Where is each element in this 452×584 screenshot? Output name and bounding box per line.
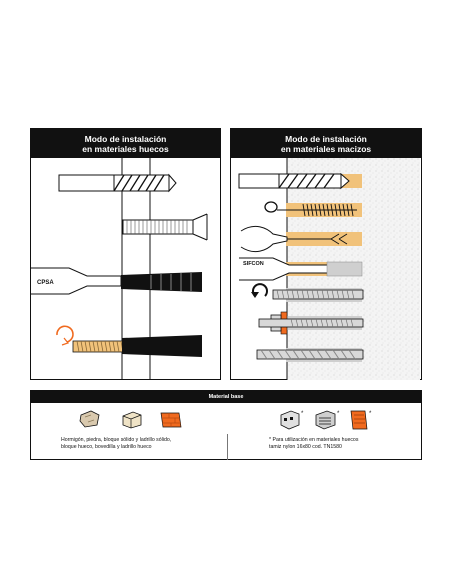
resin-cone-3 (121, 272, 202, 292)
svg-text:*: * (301, 411, 304, 417)
solid-block-icon (123, 412, 141, 428)
sifcon-label: SIFCON (243, 261, 264, 267)
hollow-step-drill (59, 175, 176, 191)
hollow-installation-panel (30, 128, 221, 380)
drill-shank-solid (239, 174, 279, 188)
orange-brick-icon (161, 413, 181, 427)
solid-panel-title-line2: en materiales macizos (280, 144, 372, 154)
material-base-right-line1 (269, 437, 419, 444)
hollow-installation-diagram (31, 158, 219, 380)
resin-cone-4 (122, 335, 202, 357)
drill-tip (169, 175, 176, 191)
svg-text:*: * (369, 411, 372, 417)
material-base-left-line2: bloque hueco, bovedilla y ladrillo hueco (61, 444, 152, 450)
material-base-divider (227, 434, 228, 460)
material-base-left-line1: Hormigón, piedra, bloque sólido y ladrillo sólido, (61, 437, 172, 443)
hollow-panel-header (31, 129, 220, 158)
hollow-panel-title-line2: en materiales huecos (82, 144, 169, 154)
solid-step-rebar (257, 348, 363, 362)
hollow-step-mesh-sleeve (123, 214, 207, 240)
material-icons (31, 405, 421, 435)
cpsa-label: CPSA (37, 280, 54, 286)
material-base-right-line2: tamiz nylon 16x80 cod. TN1580 (269, 444, 342, 450)
hollow-orange-brick-icon (351, 411, 372, 429)
material-base-box (30, 390, 422, 460)
hollow-block-icon-1 (281, 411, 304, 429)
hollow-block-icon-2 (316, 411, 340, 429)
brush-handle-loop (265, 202, 277, 212)
hollow-step-threaded-rod (57, 326, 202, 357)
hollow-step-injection (31, 268, 202, 294)
solid-panel-title-line1: Modo de instalación (285, 134, 367, 144)
note-asterisk: * (269, 437, 272, 443)
solid-step-brush (265, 202, 362, 217)
material-base-right-text (269, 437, 419, 451)
material-base-left-text (61, 437, 221, 451)
injected-resin (327, 262, 362, 276)
material-base-right-line1-text: Para utilización en materiales huecos (272, 437, 359, 443)
solid-installation-diagram (231, 158, 420, 380)
solid-step-drill (239, 174, 362, 188)
material-base-title: Material base (31, 391, 421, 403)
stone-icon (80, 411, 99, 427)
drill-bit-body-solid (279, 174, 341, 188)
mesh-sleeve (123, 220, 193, 234)
hollow-panel-title-line1: Modo de instalación (84, 134, 167, 144)
drill-shank (59, 175, 114, 191)
blower-nozzle (241, 226, 287, 251)
solid-panel-header (231, 129, 421, 158)
solid-installation-panel (230, 128, 422, 380)
svg-text:*: * (337, 411, 340, 417)
